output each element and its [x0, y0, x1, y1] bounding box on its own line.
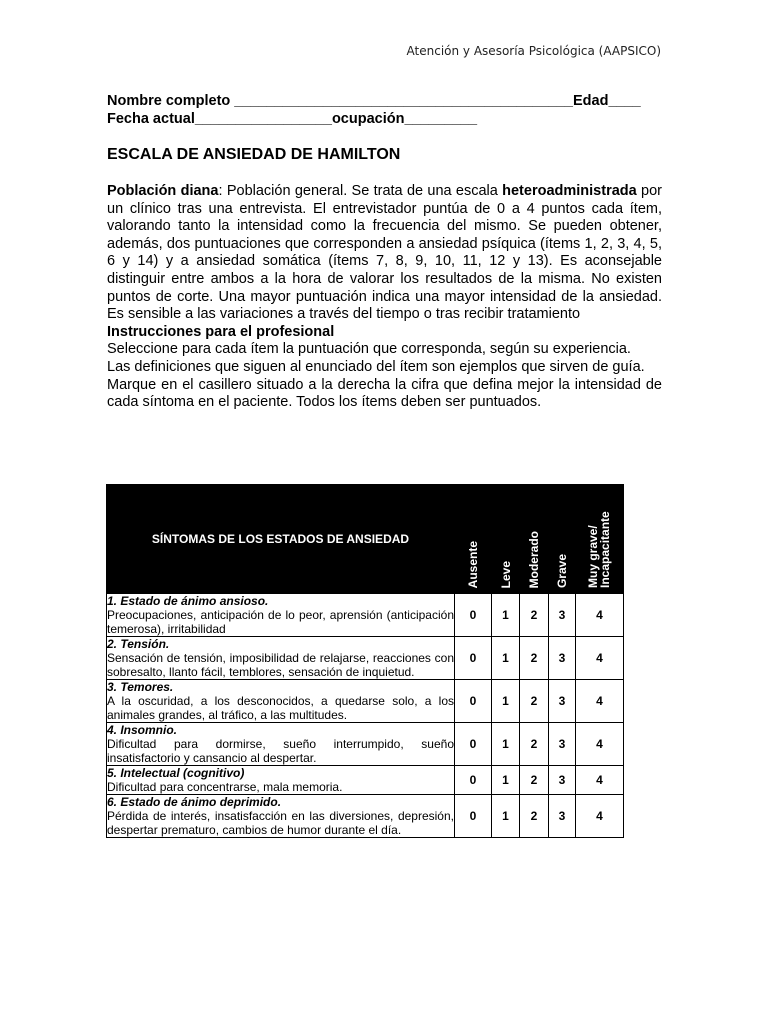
item-cell: [107, 723, 455, 766]
table-row: [107, 723, 624, 766]
date-blank[interactable]: _________________: [194, 111, 332, 127]
score-cell[interactable]: 1: [492, 680, 520, 723]
score-cell[interactable]: 2: [520, 637, 549, 680]
column-header-muy-grave: Muy grave/ Incapacitante: [576, 485, 624, 594]
table-row: [107, 637, 624, 680]
score-cell[interactable]: 3: [549, 594, 576, 637]
table-main-header: SÍNTOMAS DE LOS ESTADOS DE ANSIEDAD: [107, 485, 455, 594]
occupation-label: ocupación: [331, 111, 405, 127]
item-description: Sensación de tensión, imposibilidad de relajarse, reacciones con sobresalto, llanto fácil, temblores, sensación de inquietud.: [107, 651, 454, 679]
date-label: Fecha actual: [107, 111, 195, 127]
score-cell[interactable]: 2: [520, 766, 549, 795]
score-cell[interactable]: 2: [520, 723, 549, 766]
item-cell: [107, 766, 455, 795]
score-cell[interactable]: 1: [492, 766, 520, 795]
instructions-line-3: Marque en el casillero situado a la derecha la cifra que defina mejor la intensidad de cada síntoma en el paciente. Todos los ítems deben ser puntuados.: [107, 376, 662, 411]
name-label: Nombre completo: [107, 93, 231, 109]
score-cell[interactable]: 1: [492, 795, 520, 838]
score-cell[interactable]: 4: [576, 594, 624, 637]
age-label: Edad: [573, 93, 609, 109]
table-header-row: [107, 485, 624, 594]
table-row: [107, 594, 624, 637]
score-cell[interactable]: 1: [492, 594, 520, 637]
score-cell[interactable]: 1: [492, 723, 520, 766]
intro-text-2: por un clínico tras una entrevista. El entrevistador puntúa de 0 a 4 puntos cada ítem, valorando tanto la intensidad como la frecuencia del mismo. Se pueden obtener, además, dos puntuaciones que corresponden a ansiedad psíquica (ítems 1, 2, 3, 4, 5, 6 y 14) y a ansiedad somática (ítems 7, 8, 9, 10, 11, 12 y 13). Es aconsejable distinguir entre ambos a la hora de valorar los resultados de la misma. No existen puntos de corte. Una mayor puntuación indica una mayor intensidad de la ansiedad. Es sensible a las variaciones a través del tiempo o tras recibir tratamiento: [107, 183, 662, 323]
instructions-heading: Instrucciones para el profesional: [107, 323, 335, 340]
item-cell: [107, 594, 455, 637]
item-description: A la oscuridad, a los desconocidos, a quedarse solo, a los animales grandes, al tráfico, a las multitudes.: [107, 694, 454, 722]
item-title: 3. Temores.: [107, 680, 174, 694]
form-fields: [107, 92, 662, 128]
intro-paragraph: [107, 183, 662, 324]
column-header-moderado: Moderado: [520, 485, 549, 594]
score-cell[interactable]: 0: [455, 795, 492, 838]
score-cell[interactable]: 3: [549, 680, 576, 723]
item-title: 4. Insomnio.: [107, 723, 178, 737]
name-blank[interactable]: __________________________________________: [234, 93, 573, 109]
column-header-grave: Grave: [549, 485, 576, 594]
instructions-line-1: Seleccione para cada ítem la puntuación que corresponda, según su experiencia.: [107, 341, 631, 358]
column-header-ausente: Ausente: [455, 485, 492, 594]
item-description: Preocupaciones, anticipación de lo peor, aprensión (anticipación temerosa), irritabilidad: [107, 608, 454, 636]
score-cell[interactable]: 3: [549, 723, 576, 766]
score-cell[interactable]: 0: [455, 723, 492, 766]
score-cell[interactable]: 3: [549, 795, 576, 838]
score-cell[interactable]: 4: [576, 680, 624, 723]
score-cell[interactable]: 2: [520, 795, 549, 838]
column-header-leve: Leve: [492, 485, 520, 594]
occupation-blank[interactable]: _________: [404, 111, 478, 127]
date-row: [107, 110, 662, 128]
table-row: [107, 766, 624, 795]
intro-text-1: : Población general. Se trata de una escala: [218, 183, 503, 199]
population-label: Población diana: [107, 183, 219, 199]
item-title: 6. Estado de ánimo deprimido.: [107, 795, 282, 809]
instructions-line-2: Las definiciones que siguen al enunciado del ítem son ejemplos que sirven de guía.: [107, 358, 645, 375]
score-cell[interactable]: 0: [455, 594, 492, 637]
score-cell[interactable]: 2: [520, 680, 549, 723]
age-blank[interactable]: ____: [608, 93, 641, 109]
item-description: Dificultad para dormirse, sueño interrumpido, sueño insatisfactorio y cansancio al despertar.: [107, 737, 454, 765]
score-cell[interactable]: 4: [576, 795, 624, 838]
name-row: [107, 92, 662, 110]
item-title: 2. Tensión.: [107, 637, 170, 651]
item-description: Pérdida de interés, insatisfacción en las diversiones, depresión, despertar prematuro, cambios de humor durante el día.: [107, 809, 454, 837]
intro-section: [107, 183, 662, 412]
score-cell[interactable]: 0: [455, 680, 492, 723]
score-cell[interactable]: 4: [576, 766, 624, 795]
item-title: 1. Estado de ánimo ansioso.: [107, 594, 269, 608]
score-cell[interactable]: 1: [492, 637, 520, 680]
score-cell[interactable]: 2: [520, 594, 549, 637]
score-cell[interactable]: 0: [455, 637, 492, 680]
score-cell[interactable]: 4: [576, 723, 624, 766]
item-description: Dificultad para concentrarse, mala memoria.: [107, 780, 343, 794]
item-cell: [107, 680, 455, 723]
score-cell[interactable]: 0: [455, 766, 492, 795]
item-cell: [107, 795, 455, 838]
hamilton-table: [106, 484, 624, 838]
score-cell[interactable]: 4: [576, 637, 624, 680]
score-cell[interactable]: 3: [549, 766, 576, 795]
table-row: [107, 680, 624, 723]
item-cell: [107, 637, 455, 680]
page-title: ESCALA DE ANSIEDAD DE HAMILTON: [107, 146, 401, 163]
item-title: 5. Intelectual (cognitivo): [107, 766, 245, 780]
score-cell[interactable]: 3: [549, 637, 576, 680]
intro-bold-term: heteroadministrada: [502, 183, 637, 199]
header-note: Atención y Asesoría Psicológica (AAPSICO): [406, 44, 661, 58]
table-row: [107, 795, 624, 838]
